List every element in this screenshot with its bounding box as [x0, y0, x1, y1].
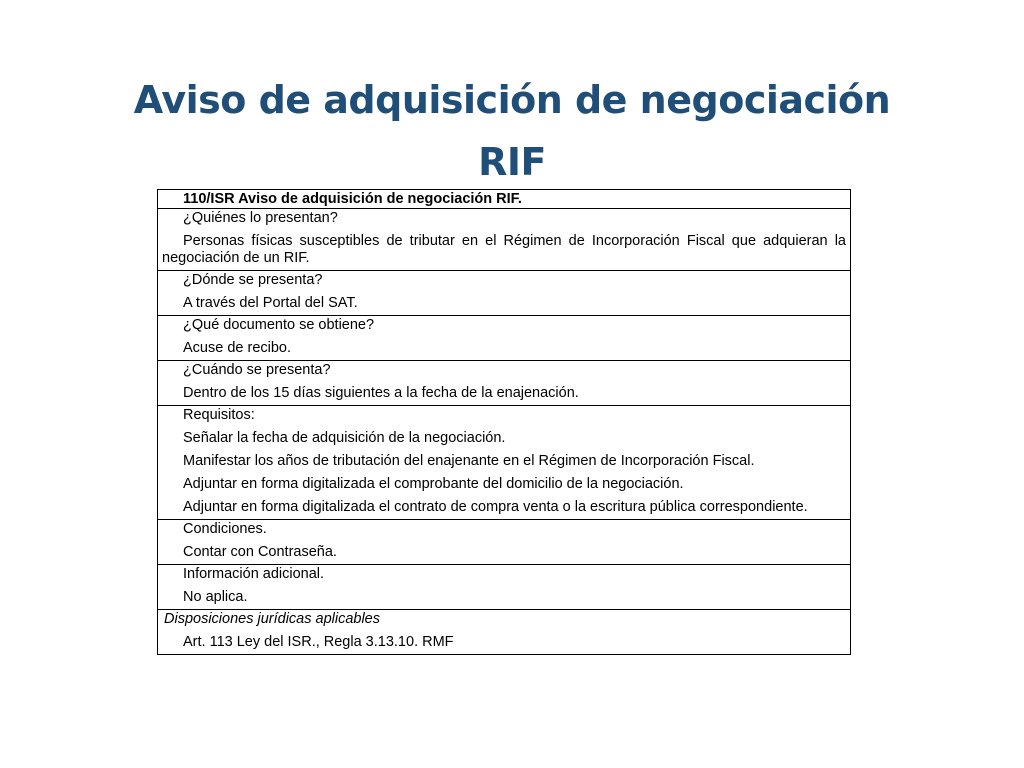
- table-header-row: [158, 190, 850, 208]
- slide-title-line-1: Aviso de adquisición de negociación: [133, 78, 891, 123]
- procedure-table: [157, 189, 851, 655]
- section-requisitos: [158, 405, 850, 519]
- question-quienes: ¿Quiénes lo presentan?: [183, 210, 338, 226]
- answer-quienes: Personas físicas susceptibles de tributar en el Régimen de Incorporación Fiscal que adquieran la negociación de un RIF.: [162, 233, 846, 266]
- slide-title: [0, 69, 1024, 193]
- requisito-item: Señalar la fecha de adquisición de la negociación.: [183, 430, 506, 446]
- requisitos-label: Requisitos:: [183, 407, 255, 423]
- answer-donde: A través del Portal del SAT.: [183, 295, 358, 311]
- question-cuando: ¿Cuándo se presenta?: [183, 362, 331, 378]
- requisito-item: Adjuntar en forma digitalizada el contrato de compra venta o la escritura pública correspondiente.: [183, 499, 808, 515]
- disposiciones-label: Disposiciones jurídicas aplicables: [164, 611, 380, 627]
- section-informacion: [158, 564, 850, 609]
- answer-cuando: Dentro de los 15 días siguientes a la fecha de la enajenación.: [183, 385, 579, 401]
- section-documento: [158, 315, 850, 360]
- slide-title-line-2: RIF: [478, 140, 546, 185]
- table-header: 110/ISR Aviso de adquisición de negociación RIF.: [183, 191, 522, 207]
- question-documento: ¿Qué documento se obtiene?: [183, 317, 375, 333]
- question-donde: ¿Dónde se presenta?: [183, 272, 323, 288]
- condiciones-label: Condiciones.: [183, 521, 267, 537]
- section-cuando: [158, 360, 850, 405]
- disposiciones-item: Art. 113 Ley del ISR., Regla 3.13.10. RMF: [183, 634, 454, 650]
- condiciones-item: Contar con Contraseña.: [183, 544, 337, 560]
- section-donde: [158, 270, 850, 315]
- section-quienes: [158, 208, 850, 270]
- requisito-item: Adjuntar en forma digitalizada el comprobante del domicilio de la negociación.: [183, 476, 684, 492]
- section-condiciones: [158, 519, 850, 564]
- informacion-item: No aplica.: [183, 589, 248, 605]
- section-disposiciones: [158, 609, 850, 654]
- informacion-label: Información adicional.: [183, 566, 325, 582]
- answer-documento: Acuse de recibo.: [183, 340, 292, 356]
- requisito-item: Manifestar los años de tributación del enajenante en el Régimen de Incorporación Fiscal.: [183, 453, 755, 469]
